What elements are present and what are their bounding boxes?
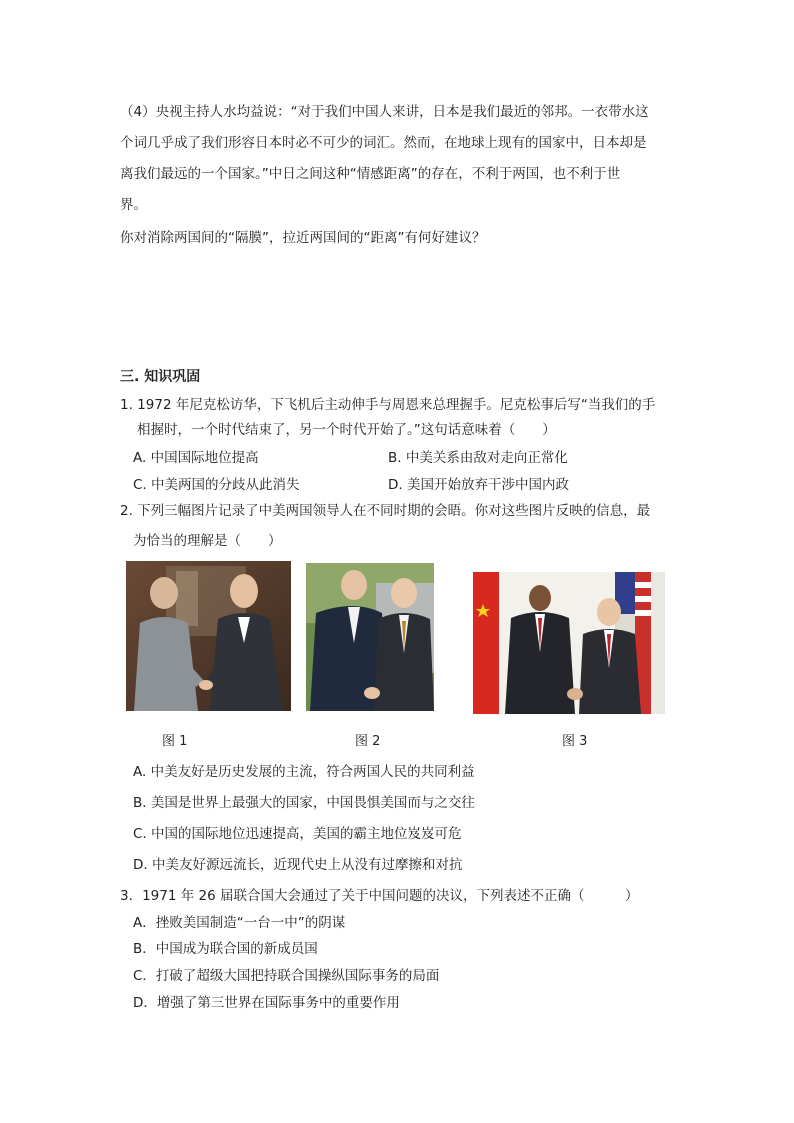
- q1-option-c: C. 中美两国的分歧从此消失: [133, 477, 300, 493]
- q2-option-c: C. 中国的国际地位迅速提高，美国的霸主地位岌岌可危: [133, 826, 462, 842]
- part4-line-2: 个词几乎成了我们形容日本时必不可少的词汇。然而，在地球上现有的国家中，日本却是: [120, 135, 647, 151]
- photo-figure-1: [126, 561, 291, 711]
- q1-option-a: A. 中国国际地位提高: [133, 450, 259, 466]
- q2-option-d: D. 中美友好源远流长，近现代史上从没有过摩擦和对抗: [133, 857, 463, 873]
- part4-line-1: （4）央视主持人水均益说：“对于我们中国人来讲，日本是我们最近的邻邦。一衣带水这: [120, 104, 649, 120]
- q3-option-c: C．打破了超级大国把持联合国操纵国际事务的局面: [133, 968, 440, 984]
- q2-option-a: A. 中美友好是历史发展的主流，符合两国人民的共同利益: [133, 764, 475, 780]
- figure-1-caption: 图 1: [162, 734, 188, 749]
- q1-stem-line-1: 1. 1972 年尼克松访华，下飞机后主动伸手与周恩来总理握手。尼克松事后写“当我们的手: [120, 397, 656, 413]
- section-heading: 三. 知识巩固: [120, 369, 201, 385]
- handshake-photo-2-image: [306, 563, 434, 711]
- part4-question: 你对消除两国间的“隔膜”，拉近两国间的“距离”有何好建议？: [120, 230, 486, 246]
- handshake-photo-3-image: [473, 572, 665, 714]
- part4-line-3: 离我们最远的一个国家。”中日之间这种“情感距离”的存在，不利于两国，也不利于世: [120, 166, 621, 182]
- photo-figure-2: [306, 563, 434, 711]
- q2-option-b: B. 美国是世界上最强大的国家，中国畏惧美国而与之交往: [133, 795, 475, 811]
- q3-stem: 3．1971 年 26 届联合国大会通过了关于中国问题的决议，下列表述不正确（ ）: [120, 888, 639, 904]
- q1-option-d: D. 美国开始放弃干涉中国内政: [388, 477, 569, 493]
- q1-stem-line-2: 相握时，一个时代结束了，另一个时代开始了。”这句话意味着（ ）: [137, 422, 556, 438]
- q3-option-b: B．中国成为联合国的新成员国: [133, 941, 318, 957]
- q3-option-d: D．增强了第三世界在国际事务中的重要作用: [133, 995, 400, 1011]
- part4-line-4: 界。: [120, 197, 147, 213]
- q3-option-a: A．挫败美国制造“一台一中”的阴谋: [133, 915, 346, 931]
- figure-3-caption: 图 3: [562, 734, 588, 749]
- q1-option-b: B. 中美关系由敌对走向正常化: [388, 450, 568, 466]
- figure-2-caption: 图 2: [355, 734, 381, 749]
- q2-stem-line-1: 2. 下列三幅图片记录了中美两国领导人在不同时期的会晤。你对这些图片反映的信息，最: [120, 503, 651, 519]
- photo-figure-3: [473, 572, 665, 714]
- handshake-photo-1-image: [126, 561, 291, 711]
- q2-stem-line-2: 为恰当的理解是（ ）: [133, 533, 282, 549]
